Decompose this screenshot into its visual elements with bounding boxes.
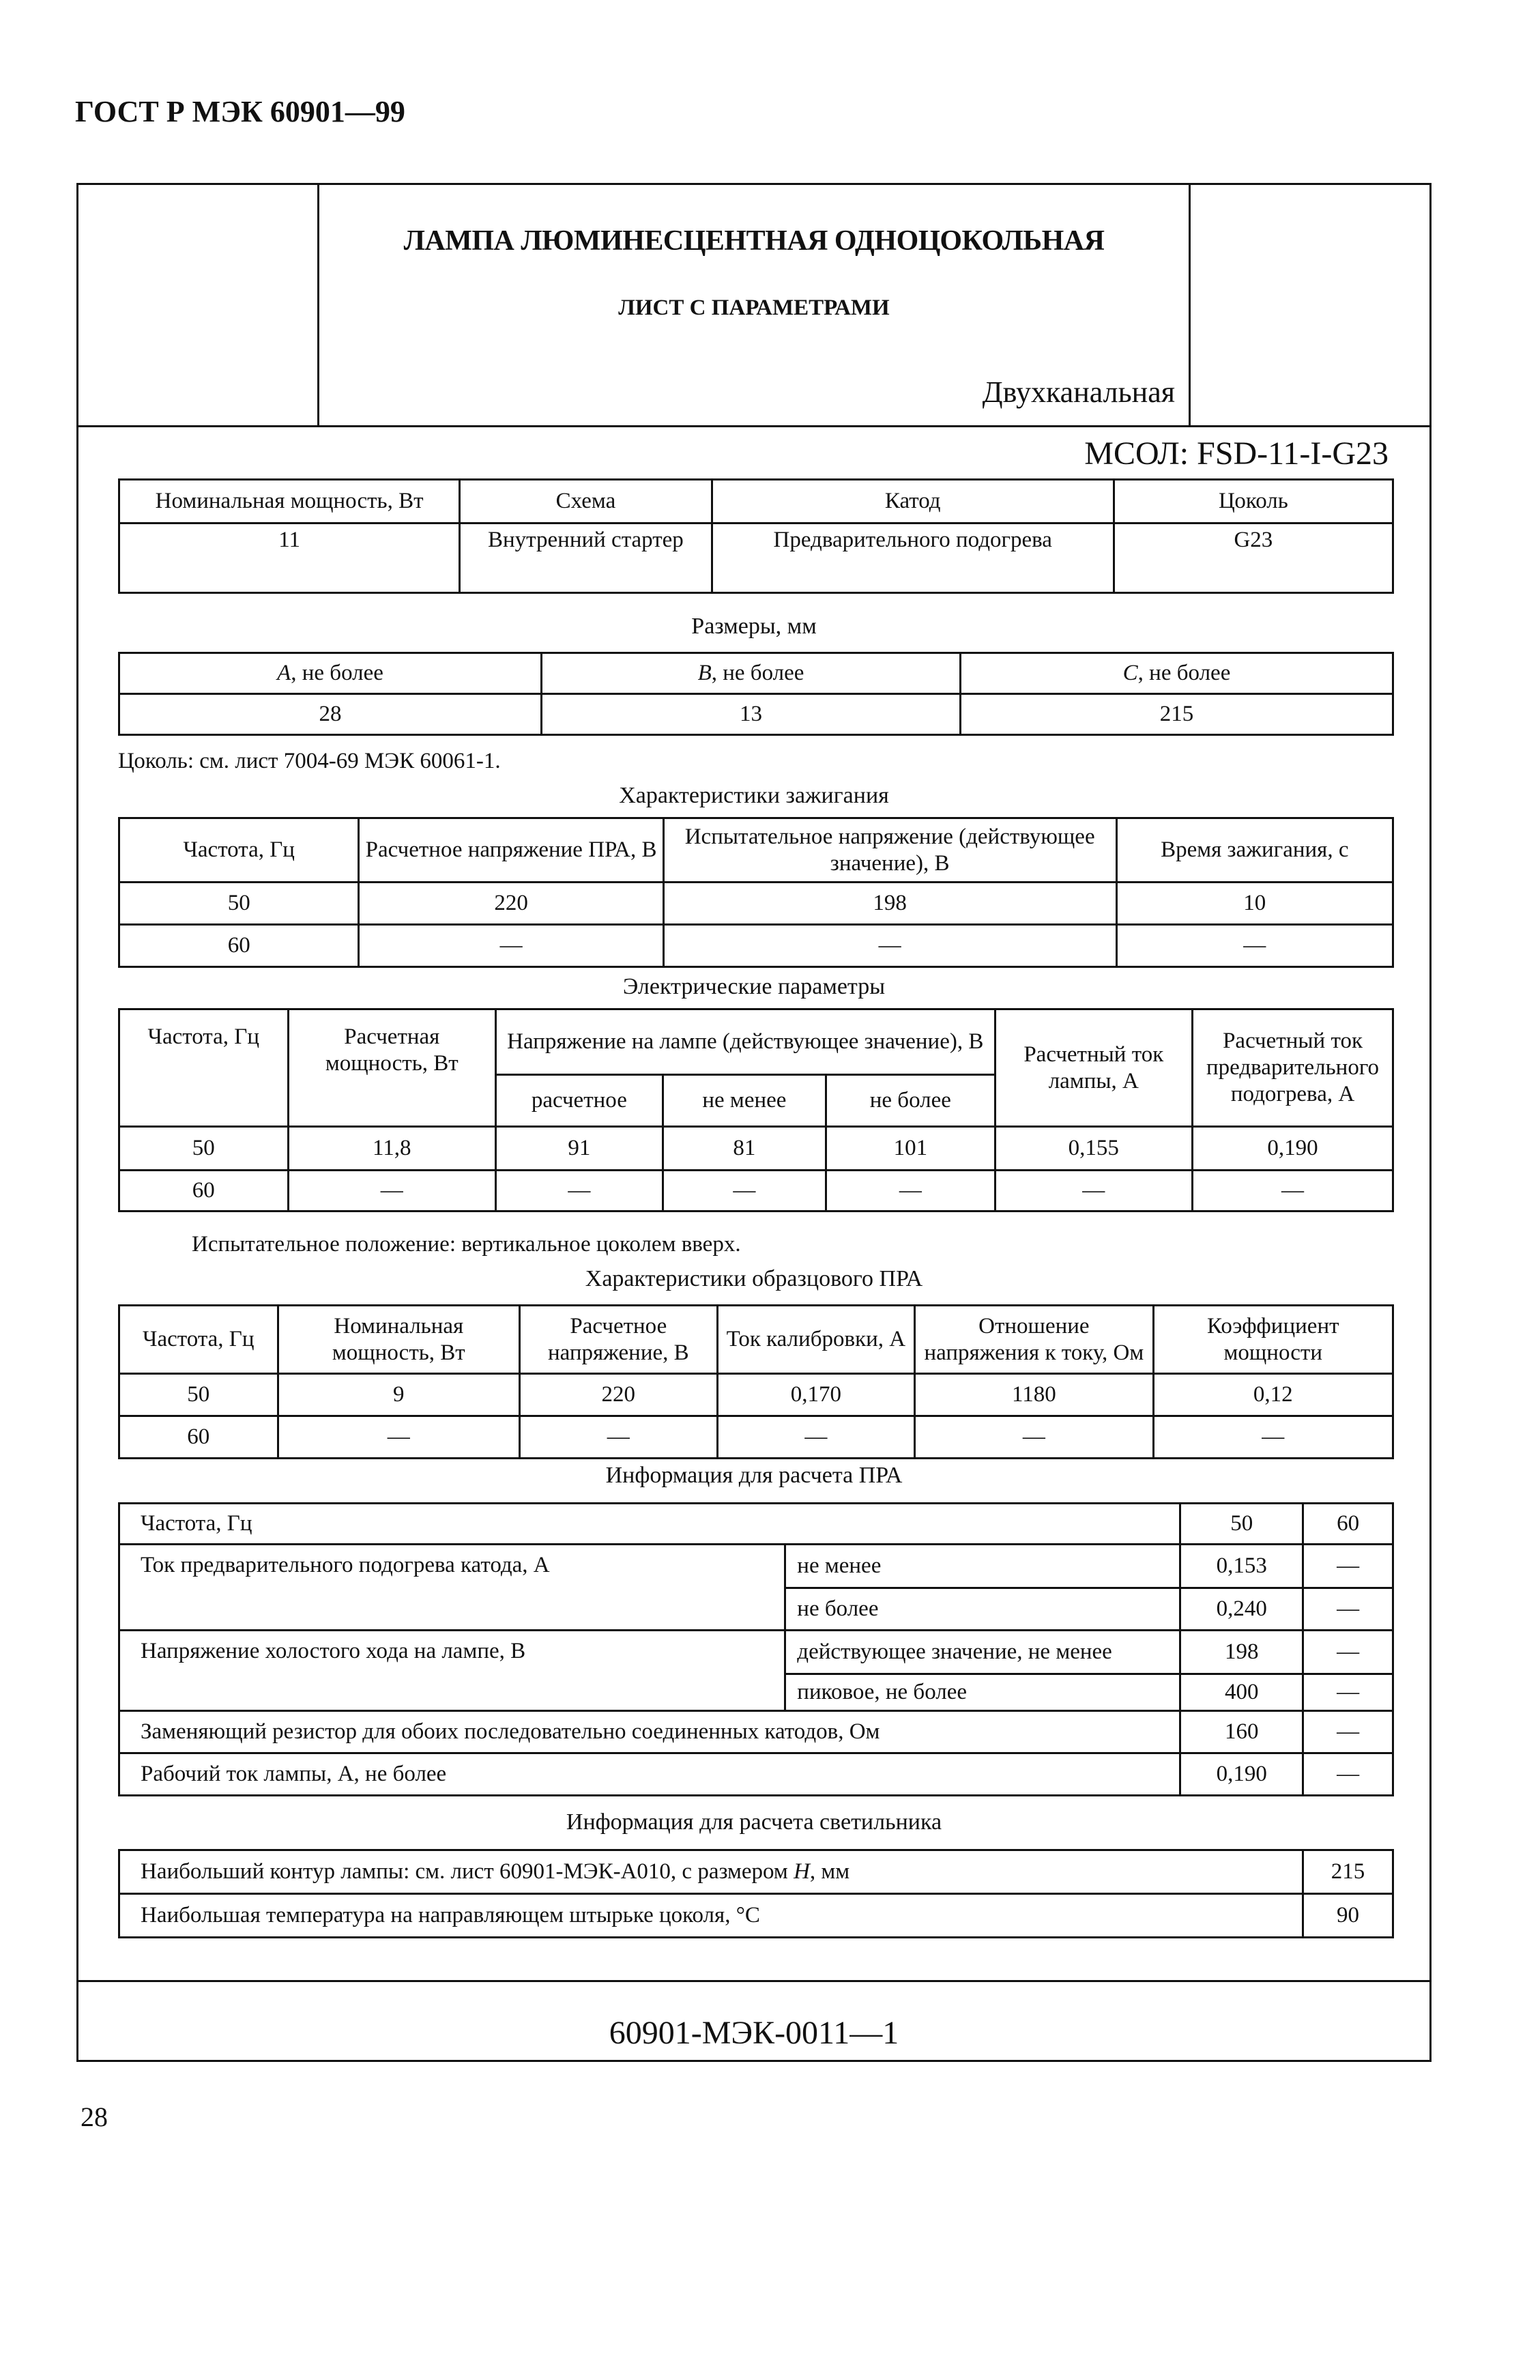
header-preheat-current: Расчетный ток предварительного подогрева, А [1193,1009,1393,1127]
table-cell: 101 [826,1127,995,1171]
reference-ballast-caption: Характеристики образцового ПРА [585,1266,923,1291]
header-scheme: Схема [460,480,712,524]
table-cell: 60 [119,1171,289,1211]
table-cell: — [1303,1711,1393,1753]
header-test-voltage: Испытательное напряжение (действующее значение), В [663,818,1116,883]
table-cell: — [1303,1588,1393,1631]
table-cell: 0,12 [1153,1374,1393,1416]
label-max-contour: Наибольший контур лампы: см. лист 60901-МЭК-А010, с размером H, мм [119,1850,1303,1894]
sheet-title: ЛАМПА ЛЮМИНЕСЦЕНТНАЯ ОДНОЦОКОЛЬНАЯ [403,225,1105,257]
header-voltage-current-ratio: Отношение напряжения к току, Ом [915,1306,1153,1374]
dimensions-caption: Размеры, мм [691,614,817,639]
table-cell: 1180 [915,1374,1153,1416]
table-cell: 198 [1180,1631,1303,1674]
header-nominal-power: Номинальная мощность, Вт [278,1306,519,1374]
table-cell: 215 [1303,1850,1393,1894]
condition-peak-max: пиковое, не более [785,1674,1180,1711]
header-calibration-current: Ток калибровки, А [717,1306,915,1374]
header-power-factor: Коэффициент мощности [1153,1306,1393,1374]
main-params-table [118,478,1394,594]
table-cell: 0,155 [995,1127,1193,1171]
table-cell: — [520,1416,718,1459]
header-base: Цоколь [1114,480,1393,524]
label-operating-current: Рабочий ток лампы, А, не более [119,1753,1180,1796]
label-open-circuit-voltage: Напряжение холостого хода на лампе, В [119,1631,785,1711]
table-cell: — [359,925,663,967]
cell-base: G23 [1114,524,1393,593]
ignition-caption: Характеристики зажигания [619,783,889,808]
table-cell: — [1303,1674,1393,1711]
condition-min: не менее [785,1545,1180,1588]
table-cell: — [663,1171,826,1211]
table-cell: 220 [520,1374,718,1416]
table-cell: 11,8 [288,1127,495,1171]
title-block-left-cell [78,185,319,425]
header-voltage-max: не более [826,1075,995,1127]
reference-ballast-table [118,1304,1394,1459]
title-block-right-cell [1189,185,1429,425]
table-cell: 0,240 [1180,1588,1303,1631]
table-cell: 60 [119,1416,278,1459]
table-cell: 90 [1303,1894,1393,1938]
title-block [78,185,1429,427]
header-voltage-design: расчетное [496,1075,663,1127]
label-frequency: Частота, Гц [119,1504,1180,1545]
header-dimension-c: C, не более [961,653,1393,694]
table-cell: — [995,1171,1193,1211]
table-cell: 0,153 [1180,1545,1303,1588]
table-cell: 81 [663,1127,826,1171]
condition-max: не более [785,1588,1180,1631]
table-cell: 60 [1303,1504,1393,1545]
lamp-designation: МСОЛ: FSD-11-I-G23 [1084,435,1389,472]
label-preheat-current: Ток предварительного подогрева катода, А [119,1545,785,1631]
label-replacement-resistor: Заменяющий резистор для обоих последовательно соединенных катодов, Ом [119,1711,1180,1753]
cell-dimension-c: 215 [961,694,1393,735]
cell-cathode: Предварительного подогрева [712,524,1114,593]
table-cell: — [288,1171,495,1211]
table-cell: — [496,1171,663,1211]
header-frequency: Частота, Гц [119,818,359,883]
electrical-caption: Электрические параметры [622,974,886,999]
sheet-frame [76,183,1432,2062]
header-cathode: Катод [712,480,1114,524]
table-cell: — [1193,1171,1393,1211]
table-cell: 400 [1180,1674,1303,1711]
dimensions-table [118,652,1394,736]
table-cell: 50 [119,1127,289,1171]
table-cell: 10 [1116,883,1393,925]
header-design-voltage: Расчетное напряжение ПРА, В [359,818,663,883]
table-cell: 0,190 [1193,1127,1393,1171]
header-design-power: Расчетная мощность, Вт [288,1009,495,1127]
table-cell: — [826,1171,995,1211]
header-frequency: Частота, Гц [119,1306,278,1374]
header-nominal-power: Номинальная мощность, Вт [119,480,460,524]
cell-dimension-a: 28 [119,694,542,735]
table-cell: 0,170 [717,1374,915,1416]
header-dimension-b: B, не более [542,653,961,694]
header-lamp-voltage: Напряжение на лампе (действующее значение), В [496,1009,996,1075]
label-max-pin-temperature: Наибольшая температура на направляющем штырьке цоколя, °С [119,1894,1303,1938]
header-design-voltage: Расчетное напряжение, В [520,1306,718,1374]
table-cell: — [663,925,1116,967]
table-cell: 9 [278,1374,519,1416]
luminaire-design-table [118,1849,1394,1938]
table-cell: — [915,1416,1153,1459]
page-number: 28 [81,2102,108,2132]
table-cell: — [1303,1753,1393,1796]
condition-rms-min: действующее значение, не менее [785,1631,1180,1674]
test-position-note: Испытательное положение: вертикальное цоколем вверх. [192,1232,741,1257]
electrical-table [118,1008,1394,1212]
document-header: ГОСТ Р МЭК 60901—99 [75,95,405,128]
table-cell: 198 [663,883,1116,925]
table-cell: 0,190 [1180,1753,1303,1796]
table-cell: — [1303,1545,1393,1588]
table-cell: — [717,1416,915,1459]
header-frequency: Частота, Гц [119,1009,289,1127]
table-cell: 160 [1180,1711,1303,1753]
luminaire-design-caption: Информация для расчета светильника [566,1809,942,1835]
ballast-design-caption: Информация для расчета ПРА [605,1463,903,1488]
table-cell: — [1116,925,1393,967]
table-cell: 50 [119,883,359,925]
header-dimension-a: A, не более [119,653,542,694]
cell-nominal-power: 11 [119,524,460,593]
table-cell: — [1153,1416,1393,1459]
footer-divider [78,1980,1429,1982]
header-ignition-time: Время зажигания, с [1116,818,1393,883]
lamp-variant: Двухканальная [982,375,1175,409]
table-cell: 60 [119,925,359,967]
title-block-center [319,185,1189,425]
table-cell: — [1303,1631,1393,1674]
table-cell: 220 [359,883,663,925]
table-cell: 50 [119,1374,278,1416]
ignition-table [118,817,1394,968]
header-voltage-min: не менее [663,1075,826,1127]
base-note: Цоколь: см. лист 7004-69 МЭК 60061-1. [118,749,501,773]
sheet-subtitle: ЛИСТ С ПАРАМЕТРАМИ [618,296,890,320]
table-cell: — [278,1416,519,1459]
ballast-design-table [118,1502,1394,1796]
table-cell: 50 [1180,1504,1303,1545]
header-lamp-current: Расчетный ток лампы, А [995,1009,1193,1127]
cell-dimension-b: 13 [542,694,961,735]
cell-scheme: Внутренний стартер [460,524,712,593]
table-cell: 91 [496,1127,663,1171]
sheet-code: 60901-МЭК-0011—1 [609,2015,899,2051]
